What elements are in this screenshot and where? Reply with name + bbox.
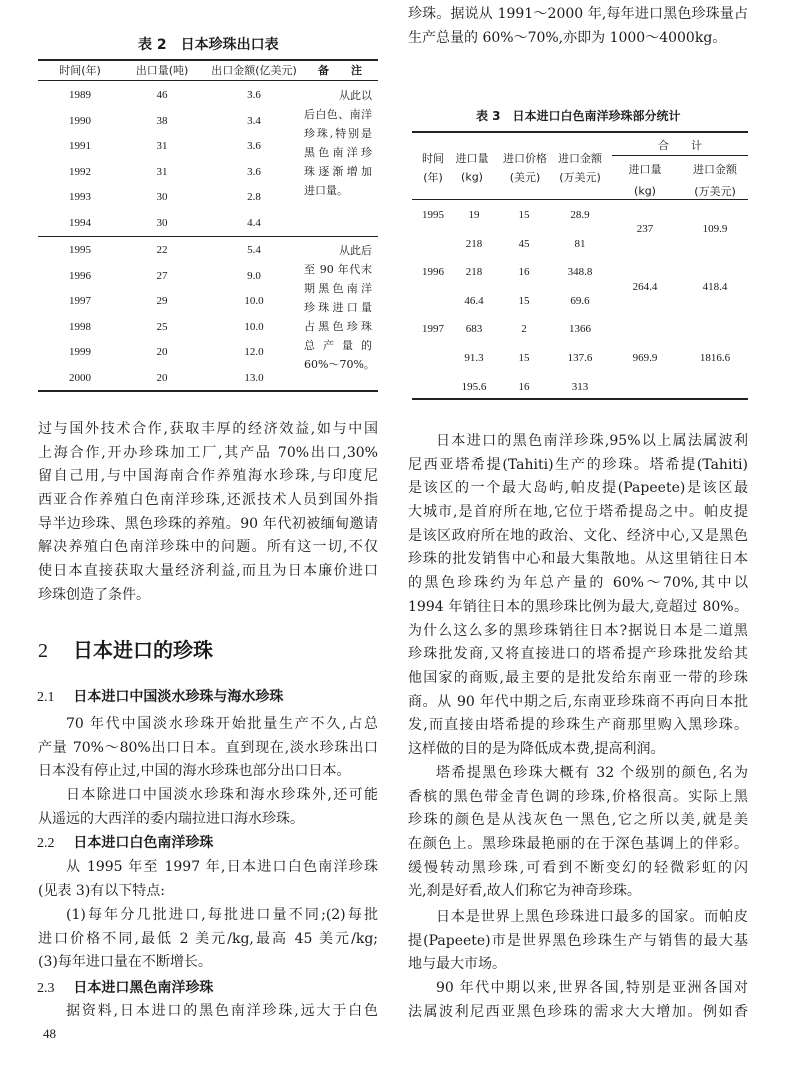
text-line: 日本是世界上黑色珍珠进口最多的国家。而帕皮 bbox=[436, 909, 748, 925]
page-number: 48 bbox=[43, 1026, 56, 1041]
table-header: (万美元) bbox=[694, 185, 736, 198]
text-line: 是该区的一个最大岛屿,帕皮提(Papeete)是该区最 bbox=[408, 480, 748, 497]
text-line: 进口价格不同,最低 2 美元/kg,最高 45 美元/kg; bbox=[38, 930, 378, 947]
table-cell: 1997 bbox=[422, 323, 444, 336]
paragraph bbox=[408, 906, 748, 977]
table-total-cell: 264.4 bbox=[632, 280, 658, 293]
table-cell: 9.0 bbox=[247, 269, 261, 282]
table-cell: 46.4 bbox=[464, 294, 484, 307]
table-cell: 10.0 bbox=[244, 295, 264, 307]
text-line: 珍珠批发商,又将直接进口的塔希提产珍珠批发给其 bbox=[408, 646, 748, 663]
text-line: (3)每年进口量在不断增长。 bbox=[38, 954, 212, 971]
table-cell: 4.4 bbox=[247, 217, 261, 229]
table-cell: 91.3 bbox=[464, 352, 484, 364]
table-cell: 348.8 bbox=[567, 266, 593, 279]
text-line: (1)每年分几批进口,每批进口量不同;(2)每批 bbox=[66, 907, 378, 923]
table-rule bbox=[38, 80, 378, 81]
text-line: 使日本直接获取大量经济利益,而且为日本廉价进口 bbox=[38, 563, 378, 580]
table-rule bbox=[38, 390, 378, 392]
table-total-cell: 1816.6 bbox=[699, 352, 731, 364]
text-line: 珍珠。据说从 1991～2000 年,每年进口黑色珍珠量占 bbox=[408, 6, 748, 22]
subsection-title: 日本进口白色南洋珍珠 bbox=[73, 835, 214, 851]
text-line: 缓慢转动黑珍珠,可看到不断变幻的轻微彩虹的闪 bbox=[408, 859, 748, 876]
table-note bbox=[304, 86, 372, 200]
note-line: 期黑色南洋 bbox=[304, 282, 372, 295]
table-cell: 137.6 bbox=[567, 352, 593, 364]
table-cell: 2000 bbox=[69, 371, 91, 384]
table-cell: 1994 bbox=[69, 217, 91, 229]
table-cell: 1991 bbox=[69, 140, 91, 153]
table-rule bbox=[612, 155, 748, 156]
paragraph bbox=[408, 3, 748, 50]
table-cell: 218 bbox=[465, 237, 483, 250]
table-cell: 2.8 bbox=[247, 191, 261, 204]
table-header: 出口量(吨) bbox=[135, 64, 189, 77]
note-line: 珠逐渐增加 bbox=[304, 165, 372, 178]
subsection-title: 日本进口黑色南洋珍珠 bbox=[73, 980, 214, 996]
table-cell: 1366 bbox=[569, 323, 591, 336]
text-line: 尼西亚塔希提(Tahiti)生产的珍珠。塔希提(Tahiti) bbox=[408, 456, 748, 473]
section-number: 2 bbox=[38, 640, 48, 662]
table-header: 进口金额 bbox=[693, 163, 737, 176]
table-cell: 683 bbox=[465, 323, 483, 336]
table-cell: 27 bbox=[156, 269, 168, 282]
table-cell: 1993 bbox=[69, 191, 91, 204]
table-cell: 3.6 bbox=[247, 140, 261, 153]
table-cell: 30 bbox=[156, 191, 168, 204]
paragraph bbox=[38, 904, 378, 975]
paragraph bbox=[408, 977, 748, 1024]
paragraph bbox=[38, 1000, 378, 1024]
table-rule bbox=[412, 199, 748, 200]
text-line: 珍珠的批发销售中心和最大集散地。从这里销往日本 bbox=[408, 551, 748, 568]
table-note bbox=[304, 241, 375, 374]
table-header: (kg) bbox=[634, 184, 656, 198]
note-line: 从此以 bbox=[339, 89, 372, 102]
table-total-cell: 969.9 bbox=[632, 352, 658, 364]
table-cell: 15 bbox=[518, 209, 530, 221]
note-line: 后白色、南洋 bbox=[304, 108, 372, 121]
table-header: 进口价格 bbox=[503, 152, 547, 165]
table-cell: 29 bbox=[156, 295, 168, 307]
text-line: 这样做的目的是为降低成本费,提高利润。 bbox=[408, 740, 665, 757]
paragraph bbox=[408, 762, 748, 904]
text-line: 90 年代中期以来,世界各国,特别是亚洲各国对 bbox=[436, 980, 748, 996]
table-cell: 38 bbox=[156, 114, 168, 127]
table-header: (年) bbox=[423, 171, 443, 184]
table-header: 时间 bbox=[422, 152, 444, 165]
table-header: 时间(年) bbox=[59, 64, 101, 77]
text-line: 地与最大市场。 bbox=[408, 956, 506, 973]
table-rule bbox=[412, 398, 748, 400]
section-title: 日本进口的珍珠 bbox=[72, 638, 213, 662]
table-cell: 2 bbox=[521, 323, 527, 336]
table-cell: 31 bbox=[156, 165, 168, 178]
text-line: 珍珠创造了条件。 bbox=[38, 586, 150, 603]
table-cell: 10.0 bbox=[244, 320, 264, 333]
table-cell: 28.9 bbox=[570, 209, 590, 221]
table-cell: 46 bbox=[156, 89, 168, 101]
paragraph bbox=[38, 713, 378, 784]
text-line: 70 年代中国淡水珍珠开始批量生产不久,占总 bbox=[66, 716, 378, 732]
subsection-heading bbox=[37, 686, 283, 706]
table-cell: 69.6 bbox=[570, 294, 590, 307]
text-line: 日本没有停止过,中国的海水珍珠也部分出口日本。 bbox=[38, 763, 351, 780]
text-line: (见表 3)有以下特点: bbox=[38, 882, 165, 899]
text-line: 大城市,是首府所在地,它位于塔希提岛之中。帕皮提 bbox=[408, 504, 748, 521]
table-cell: 1998 bbox=[69, 320, 91, 333]
table-rule bbox=[412, 131, 748, 133]
text-line: 法属波利尼西亚黑色珍珠的需求大大增加。例如香 bbox=[408, 1003, 748, 1020]
table-cell: 3.6 bbox=[247, 89, 261, 101]
table-cell: 16 bbox=[518, 266, 530, 279]
paragraph bbox=[408, 430, 748, 762]
text-line: 是该区政府所在地的政治、文化、经济中心,又是黑色 bbox=[408, 527, 748, 544]
paragraph bbox=[38, 418, 378, 608]
table-header: (万美元) bbox=[559, 171, 601, 184]
paragraph bbox=[38, 784, 378, 831]
text-line: 珍珠的颜色是从浅灰色一黑色,它之所以美,就是美 bbox=[408, 812, 748, 829]
table-cell: 1992 bbox=[69, 165, 91, 178]
table-cell: 22 bbox=[156, 244, 168, 256]
table-header: (kg) bbox=[461, 170, 483, 184]
text-line: 导半边珍珠、黑色珍珠的养殖。90 年代初被缅甸邀请 bbox=[38, 515, 378, 532]
table-cell: 16 bbox=[518, 380, 530, 393]
note-line: 至 90 年代末 bbox=[304, 263, 372, 276]
subsection-heading bbox=[37, 977, 213, 997]
text-line: 为什么这么多的黑珍珠销往日本?据说日本是二道黑 bbox=[408, 622, 748, 639]
note-line: 60%～70%。 bbox=[304, 358, 375, 371]
subsection-number: 2.1 bbox=[37, 690, 55, 705]
table-cell: 3.6 bbox=[247, 165, 261, 178]
table-cell: 20 bbox=[156, 346, 168, 358]
table-cell: 81 bbox=[574, 237, 586, 250]
note-line: 珍珠,特别是 bbox=[304, 127, 372, 140]
table-cell: 20 bbox=[156, 371, 168, 384]
table-total-cell: 237 bbox=[636, 223, 654, 236]
text-line: 从遥远的大西洋的委内瑞拉进口海水珍珠。 bbox=[38, 810, 304, 827]
subsection-title: 日本进口中国淡水珍珠与海水珍珠 bbox=[73, 689, 284, 705]
table-cell: 30 bbox=[156, 217, 168, 229]
section-heading bbox=[38, 634, 213, 663]
text-line: 生产总量的 60%～70%,亦即为 1000～4000kg。 bbox=[408, 29, 727, 46]
text-line: 据资料,日本进口的黑色南洋珍珠,远大于白色 bbox=[66, 1003, 378, 1019]
table-cell: 1995 bbox=[422, 209, 444, 221]
text-line: 解决养殖白色南洋珍珠中的问题。所有这一切,不仅 bbox=[38, 539, 378, 556]
table-cell: 13.0 bbox=[244, 371, 264, 384]
text-line: 在颜色上。黑珍珠最艳丽的在于深色基调上的伴彩。 bbox=[408, 836, 748, 853]
table-header: 进口量 bbox=[455, 152, 489, 165]
table-cell: 15 bbox=[518, 294, 530, 307]
table3-title: 表 3 日本进口白色南洋珍珠部分统计 bbox=[476, 109, 681, 123]
text-line: 的黑色珍珠约为年总产量的 60%～70%,其中以 bbox=[408, 575, 748, 592]
note-line: 黑色南洋珍 bbox=[304, 146, 372, 159]
text-line: 上海合作,开办珍珠加工厂,其产品 70%出口,30% bbox=[38, 444, 378, 461]
text-line: 商。从 90 年代中期之后,东南亚珍珠商不再向日本批 bbox=[408, 693, 748, 710]
table-cell: 19 bbox=[468, 209, 480, 221]
table-header: 进口金额 bbox=[558, 152, 602, 165]
table-cell: 313 bbox=[571, 380, 589, 393]
subsection-heading bbox=[37, 832, 213, 852]
table2-title: 表 2 日本珍珠出口表 bbox=[138, 37, 279, 53]
table-header: (美元) bbox=[509, 171, 541, 184]
text-line: 1994 年销往日本的黑珍珠比例为最大,竟超过 80%。 bbox=[408, 598, 748, 615]
text-line: 光,刹是好看,故人们称它为神奇珍珠。 bbox=[408, 883, 641, 900]
table-total-cell: 109.9 bbox=[702, 223, 728, 236]
text-line: 塔希提黑色珍珠大概有 32 个级别的颜色,名为 bbox=[436, 765, 748, 781]
table-header: 备 注 bbox=[318, 64, 362, 77]
text-line: 他国家的商贩,最主要的是批发给东南亚一带的珍珠 bbox=[408, 669, 748, 686]
table-cell: 5.4 bbox=[247, 244, 261, 256]
table-cell: 3.4 bbox=[247, 114, 261, 127]
note-line: 占黑色珍珠 bbox=[304, 320, 372, 333]
text-line: 提(Papeete)市是世界黑色珍珠生产与销售的最大基 bbox=[408, 932, 748, 949]
table-header: 出口金额(亿美元) bbox=[211, 64, 297, 77]
table-cell: 1989 bbox=[69, 89, 91, 101]
subsection-number: 2.3 bbox=[37, 981, 55, 996]
text-line: 香槟的黑色带金青色调的珍珠,价格很高。实际上黑 bbox=[408, 788, 748, 805]
text-line: 西亚合作养殖白色南洋珍珠,还派技术人员到国外指 bbox=[38, 492, 378, 509]
table-cell: 1995 bbox=[69, 244, 91, 256]
table-cell: 1996 bbox=[422, 266, 444, 279]
table-cell: 12.0 bbox=[244, 346, 264, 358]
table-cell: 1990 bbox=[69, 114, 91, 127]
table-cell: 25 bbox=[156, 320, 168, 333]
table-header-total: 合 计 bbox=[658, 139, 702, 152]
table-cell: 1997 bbox=[69, 295, 91, 307]
table-cell: 45 bbox=[518, 237, 530, 250]
text-line: 留自己用,与中国海南合作养殖海水珍珠,与印度尼 bbox=[38, 468, 378, 485]
note-line: 珍珠进口量 bbox=[304, 301, 372, 314]
text-line: 日本除进口中国淡水珍珠和海水珍珠外,还可能 bbox=[66, 787, 378, 803]
table-cell: 1999 bbox=[69, 346, 91, 358]
note-line: 总产量的 bbox=[304, 339, 372, 352]
subsection-number: 2.2 bbox=[37, 836, 55, 851]
table-total-cell: 418.4 bbox=[702, 280, 728, 293]
table-rule bbox=[38, 236, 378, 237]
paragraph bbox=[38, 856, 378, 903]
table-cell: 31 bbox=[156, 140, 168, 153]
table-cell: 195.6 bbox=[461, 380, 487, 393]
text-line: 发,而直接由塔希提的珍珠生产商那里购入黑珍珠。 bbox=[408, 717, 748, 734]
table-cell: 1996 bbox=[69, 269, 91, 282]
table-cell: 15 bbox=[518, 352, 530, 364]
text-line: 产量 70%～80%出口日本。直到现在,淡水珍珠出口 bbox=[38, 739, 378, 756]
text-line: 从 1995 年至 1997 年,日本进口白色南洋珍珠 bbox=[66, 859, 378, 875]
note-line: 进口量。 bbox=[304, 184, 348, 197]
note-line: 从此后 bbox=[339, 244, 372, 257]
text-line: 日本进口的黑色南洋珍珠,95%以上属法属波利 bbox=[436, 433, 748, 449]
table-cell: 218 bbox=[465, 266, 483, 279]
text-line: 过与国外技术合作,获取丰厚的经济效益,如与中国 bbox=[38, 421, 378, 437]
table-rule bbox=[38, 59, 378, 61]
table-header: 进口量 bbox=[628, 163, 662, 176]
